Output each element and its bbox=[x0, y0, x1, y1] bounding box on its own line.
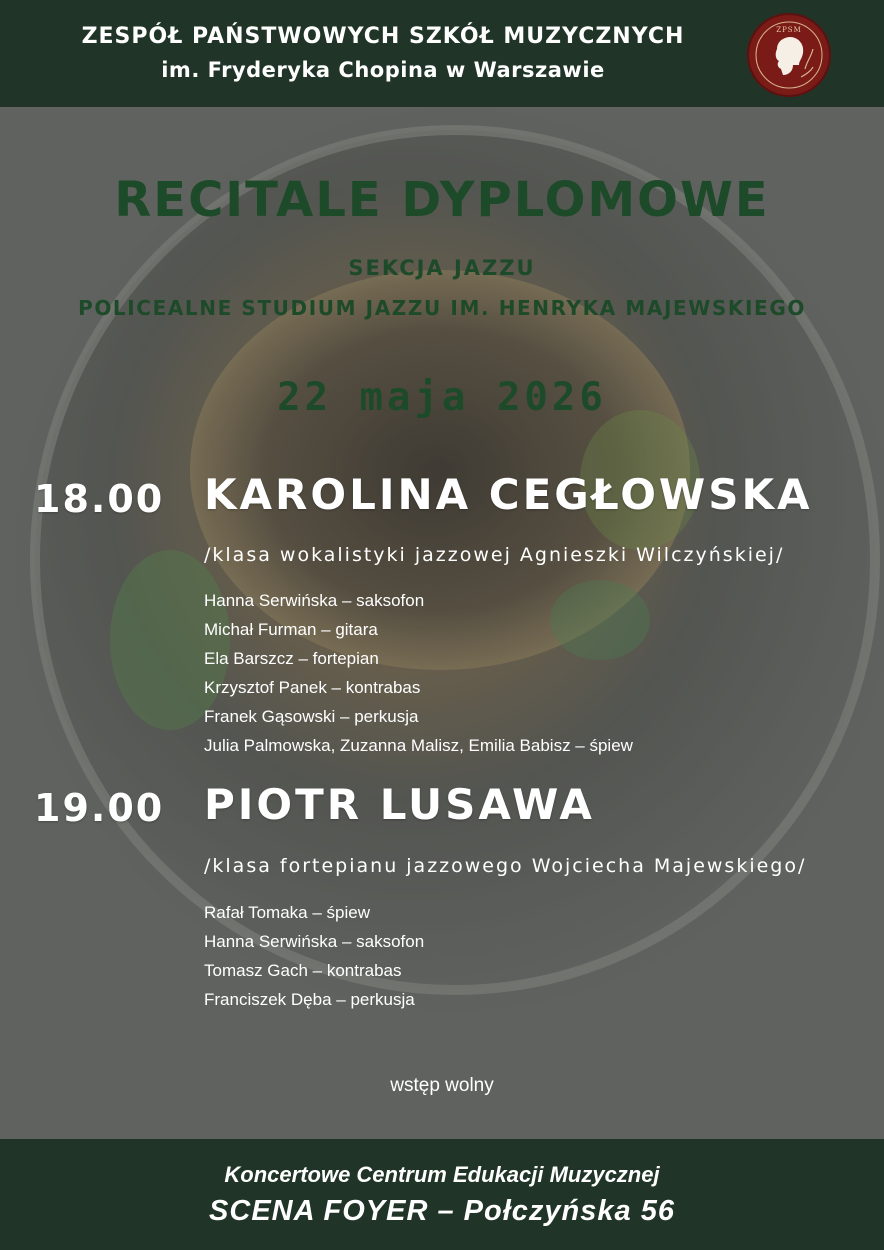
ensemble-list bbox=[204, 586, 633, 760]
ensemble-member: Hanna Serwińska – saksofon bbox=[204, 591, 425, 610]
ensemble-member: Franciszek Dęba – perkusja bbox=[204, 990, 415, 1009]
header-band bbox=[0, 0, 884, 107]
studium-subtitle: POLICEALNE STUDIUM JAZZU IM. HENRYKA MAJEWSKIEGO bbox=[78, 296, 806, 320]
logo-initials: ZPSM bbox=[776, 26, 802, 34]
venue-name: Koncertowe Centrum Edukacji Muzycznej bbox=[224, 1162, 660, 1187]
school-name: ZESPÓŁ PAŃSTWOWYCH SZKÓŁ MUZYCZNYCH bbox=[81, 24, 685, 49]
event-date: 22 maja 2026 bbox=[277, 375, 607, 420]
chopin-profile-logo-icon bbox=[747, 13, 831, 97]
ensemble-member: Ela Barszcz – fortepian bbox=[204, 649, 379, 668]
ensemble-member: Julia Palmowska, Zuzanna Malisz, Emilia Babisz – śpiew bbox=[204, 736, 633, 755]
recital-time: 19.00 bbox=[34, 786, 165, 830]
ensemble-member: Krzysztof Panek – kontrabas bbox=[204, 678, 421, 697]
recital-time: 18.00 bbox=[34, 477, 165, 521]
free-entry-note: wstęp wolny bbox=[390, 1075, 494, 1096]
ensemble-member: Rafał Tomaka – śpiew bbox=[204, 903, 370, 922]
footer-band bbox=[0, 1139, 884, 1250]
venue-address: SCENA FOYER – Połczyńska 56 bbox=[209, 1195, 675, 1227]
ensemble-member: Hanna Serwińska – saksofon bbox=[204, 932, 425, 951]
ensemble-member: Franek Gąsowski – perkusja bbox=[204, 707, 419, 726]
ensemble-member: Michał Furman – gitara bbox=[204, 620, 378, 639]
school-patron: im. Fryderyka Chopina w Warszawie bbox=[161, 58, 605, 82]
section-subtitle: SEKCJA JAZZU bbox=[348, 256, 536, 280]
ensemble-member: Tomasz Gach – kontrabas bbox=[204, 961, 402, 980]
performer-class: /klasa wokalistyki jazzowej Agnieszki Wilczyńskiej/ bbox=[204, 544, 785, 566]
performer-class: /klasa fortepianu jazzowego Wojciecha Majewskiego/ bbox=[204, 855, 807, 877]
performer-name: PIOTR LUSAWA bbox=[204, 780, 595, 829]
page-title: RECITALE DYPLOMOWE bbox=[114, 172, 770, 228]
ensemble-list bbox=[204, 898, 424, 1014]
performer-name: KAROLINA CEGŁOWSKA bbox=[204, 470, 813, 519]
